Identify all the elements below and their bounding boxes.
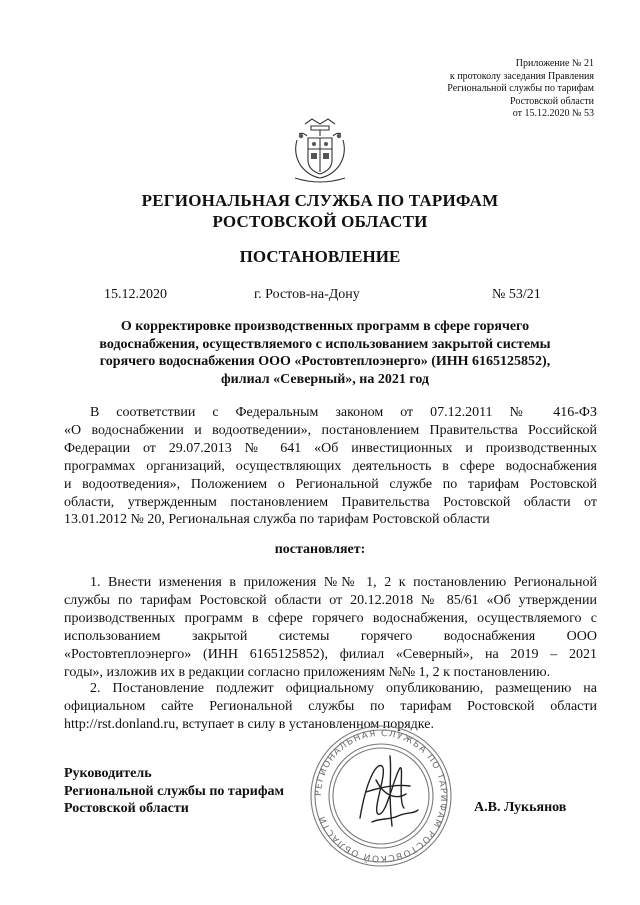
appendix-line: от 15.12.2020 № 53 [512,108,594,120]
item-1-line: производственных программ в сфере горячего водоснабжения, осуществляемого с [64,610,597,626]
document-number: № 53/21 [492,287,541,302]
item-1-line: «Ростовтеплоэнерго» (ИНН 6165125852), филиал «Северный», на 2019 – 2021 [64,646,597,662]
appendix-note [447,58,594,121]
preamble-line: Федерации от 29.07.2013 № 641 «Об инвестиционных и производственных [64,440,597,456]
position-line: Ростовской области [64,801,189,816]
document-place: г. Ростов-на-Дону [254,287,360,302]
item-2-line: 2. Постановление подлежит официальному опубликованию, размещению на [90,681,597,696]
preamble-line: 13.01.2012 № 20, Региональная служба по тарифам Ростовской области [64,512,490,528]
preamble-line: и водоотведения», Положением о Региональной службе по тарифам Ростовской [64,476,597,492]
handwritten-signature [360,756,418,826]
signatory-name: А.В. Лукьянов [474,800,567,815]
seal-text: РЕГИОНАЛЬНАЯ СЛУЖБА ПО ТАРИФАМ РОСТОВСКОЙ ОБЛАСТИ [313,728,449,864]
title-line: О корректировке производственных программ в сфере горячего [120,319,530,334]
title-line: водоснабжения, осуществляемого с использованием закрытой системы [99,336,551,352]
preamble-line: В соответствии с Федеральным законом от 07.12.2011 № 416-ФЗ [90,405,597,420]
organization-region: РОСТОВСКОЙ ОБЛАСТИ [212,212,428,231]
item-1-paragraph [64,574,597,681]
appendix-line: к протоколу заседания Правления [449,70,594,82]
appendix-line: Региональной службы по тарифам [447,83,594,95]
document-date: 15.12.2020 [104,287,167,302]
title-line: горячего водоснабжения ООО «Ростовтеплоэнерго» (ИНН 6165125852), [99,354,551,370]
item-2-line: http://rst.donland.ru, вступает в силу в установленном порядке. [64,716,434,732]
organization-name: РЕГИОНАЛЬНАЯ СЛУЖБА ПО ТАРИФАМ [141,191,499,210]
official-seal-icon [306,722,456,870]
document-title [60,318,590,388]
coat-of-arms-icon [291,116,349,184]
appendix-line: Ростовской области [510,95,594,107]
preamble-line: «О водоснабжении и водоотведении», постановлением Правительства Российской [64,422,597,438]
preamble-line: программах организаций, осуществляющих деятельность в сфере водоснабжения [64,458,597,474]
title-line: филиал «Северный», на 2021 год [220,371,430,387]
signatory-position [64,765,284,818]
preamble-paragraph [64,404,597,529]
item-2-line: официальном сайте Региональной службы по тарифам Ростовской области [64,698,597,714]
preamble-line: области, утвержденным постановлением Правительства Ростовской области от [64,494,597,510]
appendix-line: Приложение № 21 [515,58,594,69]
decision-heading: постановляет: [274,542,366,557]
item-1-line: годы», изложив их в редакции согласно приложениям №№ 1, 2 к постановлению. [64,664,551,680]
item-1-line: службы по тарифам Ростовской области от 20.12.2018 № 85/61 «Об утверждении [64,592,597,608]
item-1-line: использованием закрытой системы горячего водоснабжения ООО [64,628,597,644]
position-line: Региональной службы по тарифам [64,783,285,799]
position-line: Руководитель [64,766,152,781]
document-type: ПОСТАНОВЛЕНИЕ [239,247,401,266]
item-1-line: 1. Внести изменения в приложения №№ 1, 2 к постановлению Региональной [90,575,597,590]
